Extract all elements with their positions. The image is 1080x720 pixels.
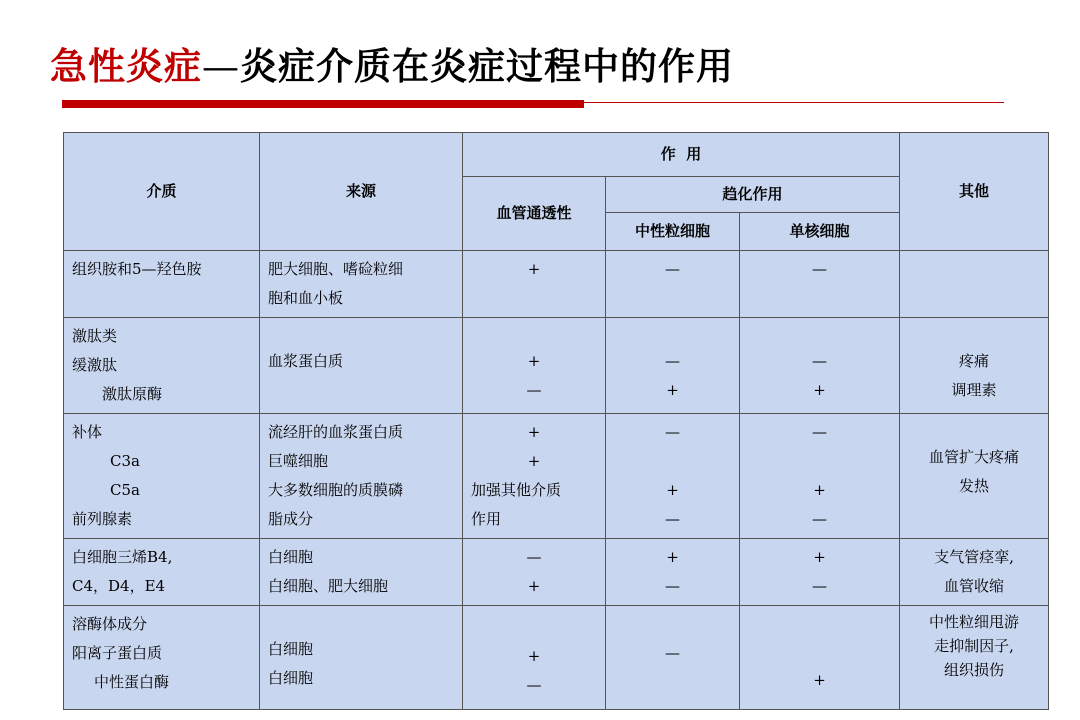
table-row <box>64 251 1049 318</box>
neutrophil-cell <box>606 539 740 606</box>
source-line: 白细胞 <box>268 640 314 658</box>
neutrophil-line: — <box>665 260 680 278</box>
vascular-line: + <box>527 577 541 595</box>
title-highlight: 急性炎症 <box>50 44 202 88</box>
mediator-line: 前列腺素 <box>72 510 133 528</box>
other-line: 走抑制因子, <box>934 637 1014 655</box>
neutrophil-line: — <box>665 644 680 662</box>
header-vascular-permeability: 血管通透性 <box>463 177 606 251</box>
header-other: 其他 <box>900 133 1049 251</box>
vascular-cell <box>463 606 606 710</box>
source-line: 流经肝的血浆蛋白质 <box>268 423 404 441</box>
source-line: 肥大细胞、嗜硷粒细 <box>268 260 404 278</box>
header-chemotaxis: 趋化作用 <box>606 177 900 213</box>
source-line: 胞和血小板 <box>268 289 344 307</box>
monocyte-line: — <box>812 352 827 370</box>
vascular-line: + <box>527 260 541 278</box>
source-line: 大多数细胞的质膜磷 <box>268 481 404 499</box>
neutrophil-line: + <box>666 548 679 566</box>
other-line: 调理素 <box>951 381 997 399</box>
monocyte-line: — <box>812 260 827 278</box>
source-line: 白细胞 <box>268 669 314 687</box>
vascular-line: — <box>526 676 542 694</box>
vascular-cell <box>463 539 606 606</box>
other-line: 支气管痉挛, <box>934 548 1014 566</box>
mediator-table <box>63 132 1049 710</box>
monocyte-line: — <box>812 577 827 595</box>
source-line: 血浆蛋白质 <box>268 352 344 370</box>
title-rest: 炎症介质在炎症过程中的作用 <box>240 44 734 88</box>
source-line: 脂成分 <box>268 510 314 528</box>
mediator-line: 溶酶体成分 <box>72 615 148 633</box>
monocyte-cell <box>740 251 900 318</box>
vascular-line: 加强其他介质 <box>471 481 562 499</box>
source-cell <box>260 251 463 318</box>
neutrophil-line: + <box>666 381 679 399</box>
mediator-cell <box>64 414 260 539</box>
source-line: 巨噬细胞 <box>268 452 329 470</box>
other-cell <box>900 539 1049 606</box>
title-dash: — <box>202 45 240 88</box>
source-cell <box>260 318 463 414</box>
mediator-cell <box>64 539 260 606</box>
monocyte-cell <box>740 606 900 710</box>
mediator-line: 白细胞三烯B4, <box>72 548 173 566</box>
mediator-line: 激肽原酶 <box>102 385 163 403</box>
vascular-line: + <box>527 452 541 470</box>
vascular-line: — <box>526 548 542 566</box>
other-line: 发热 <box>959 477 990 495</box>
vascular-line: + <box>527 647 541 665</box>
monocyte-cell <box>740 318 900 414</box>
neutrophil-line: — <box>665 352 680 370</box>
header-neutrophil: 中性粒细胞 <box>606 213 740 251</box>
neutrophil-cell <box>606 318 740 414</box>
monocyte-line: + <box>813 481 826 499</box>
mediator-cell <box>64 318 260 414</box>
monocyte-line: — <box>812 510 827 528</box>
neutrophil-line: — <box>665 577 680 595</box>
vascular-cell <box>463 414 606 539</box>
source-line: 白细胞 <box>268 548 314 566</box>
source-cell <box>260 606 463 710</box>
monocyte-line: + <box>813 671 826 689</box>
neutrophil-line: + <box>666 481 679 499</box>
other-cell <box>900 318 1049 414</box>
vascular-cell <box>463 318 606 414</box>
header-monocyte: 单核细胞 <box>740 213 900 251</box>
other-cell <box>900 606 1049 710</box>
mediator-line: 补体 <box>72 423 103 441</box>
title-underline-thick <box>62 100 584 108</box>
mediator-line: 组织胺和5—羟色胺 <box>72 260 202 278</box>
mediator-line: C5a <box>110 481 140 499</box>
vascular-line: 作用 <box>471 510 502 528</box>
table-row <box>64 318 1049 414</box>
mediator-line: 激肽类 <box>72 327 118 345</box>
vascular-line: — <box>526 381 542 399</box>
other-line: 血管扩大疼痛 <box>929 448 1020 466</box>
other-cell <box>900 251 1049 318</box>
other-line: 血管收缩 <box>944 577 1005 595</box>
mediator-line: 阳离子蛋白质 <box>72 644 163 662</box>
vascular-cell <box>463 251 606 318</box>
source-line: 白细胞、肥大细胞 <box>268 577 389 595</box>
title-underline-thin <box>584 102 1004 103</box>
mediator-cell <box>64 251 260 318</box>
monocyte-line: — <box>812 423 827 441</box>
monocyte-cell <box>740 414 900 539</box>
header-mediator: 介质 <box>64 133 260 251</box>
neutrophil-cell <box>606 414 740 539</box>
table-row <box>64 539 1049 606</box>
table-row <box>64 606 1049 710</box>
page-title <box>50 36 734 90</box>
mediator-line: C3a <box>110 452 140 470</box>
other-line: 组织损伤 <box>944 661 1005 679</box>
vascular-line: + <box>527 352 541 370</box>
header-source: 来源 <box>260 133 463 251</box>
monocyte-line: + <box>813 381 826 399</box>
source-cell <box>260 539 463 606</box>
header-effect: 作 用 <box>463 133 900 177</box>
other-line: 疼痛 <box>959 352 990 370</box>
mediator-line: 缓激肽 <box>72 356 118 374</box>
mediator-cell <box>64 606 260 710</box>
neutrophil-line: — <box>665 423 680 441</box>
neutrophil-cell <box>606 606 740 710</box>
source-cell <box>260 414 463 539</box>
mediator-line: C4，D4，E4 <box>72 577 166 595</box>
monocyte-cell <box>740 539 900 606</box>
other-cell <box>900 414 1049 539</box>
mediator-line: 中性蛋白酶 <box>94 673 170 691</box>
vascular-line: + <box>527 423 541 441</box>
monocyte-line: + <box>813 548 826 566</box>
table-row <box>64 414 1049 539</box>
other-line: 中性粒细甩游 <box>929 613 1020 631</box>
neutrophil-line: — <box>665 510 680 528</box>
neutrophil-cell <box>606 251 740 318</box>
